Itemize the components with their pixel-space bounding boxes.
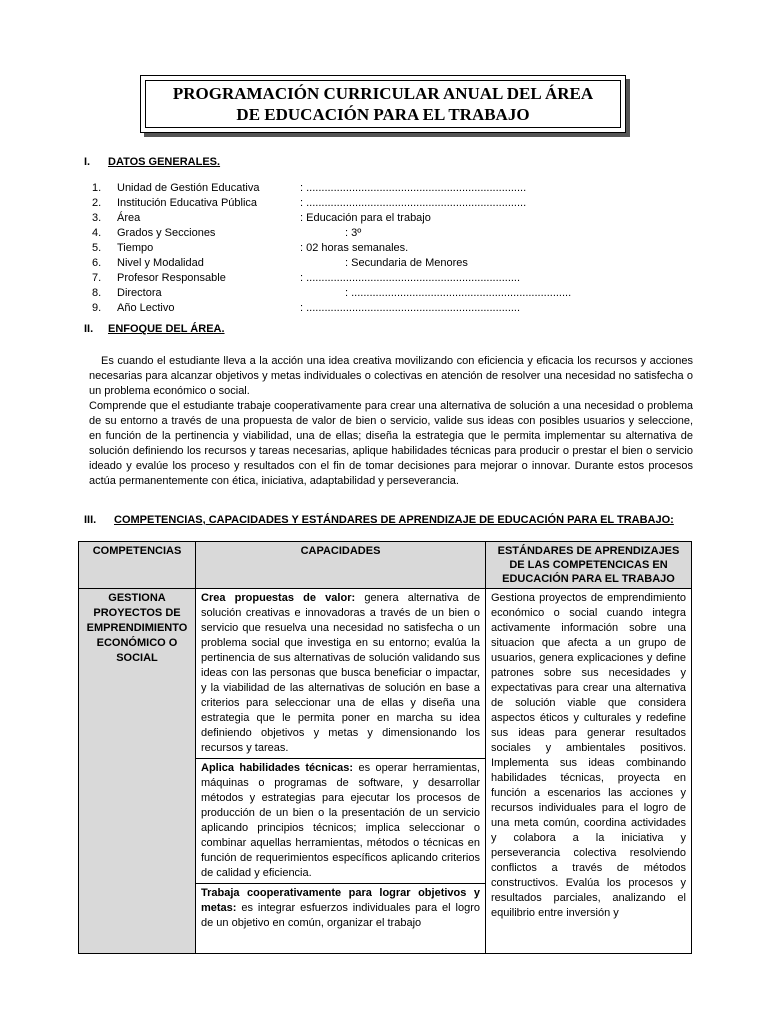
item-label: Área [117,212,141,224]
section-title: COMPETENCIAS, CAPACIDADES Y ESTÁNDARES DE APRENDIZAJE DE EDUCACIÓN PARA EL TRABAJO: [114,514,674,526]
item-number: 9. [92,302,102,314]
estandar-cell [486,589,692,954]
capacidad-name: Trabaja cooperativamente para lograr objetivos y metas: [201,887,480,914]
item-number: 7. [92,272,102,284]
capacidades-cell [196,589,486,954]
item-value: : ...................................................................... [300,302,521,314]
competencia-cell: GESTIONA PROYECTOS DE EMPRENDIMIENTO ECONÓMICO O SOCIAL [79,589,196,954]
section-number: II. [84,323,94,335]
capacidades-clip [196,589,485,953]
item-label: Grados y Secciones [117,227,216,239]
section-number: III. [84,514,97,526]
capacidad-text: es operar herramientas, máquinas o programas de software, y desarrollar métodos y estrategias para ejecutar los procesos de producción de un bien o la presentación de un servicio aplicando principios técnicos; implica seleccionar o combinar aquellas herramientas, métodos o técnicas en función de requerimientos específicos aplicando criterios de calidad y eficiencia. [201,762,480,879]
item-number: 5. [92,242,102,254]
section-heading-competencias [84,514,674,526]
column-header-estandares: ESTÁNDARES DE APRENDIZAJES DE LAS COMPETENCICAS EN EDUCACIÓN PARA EL TRABAJO [486,542,692,589]
document-title-line-2: DE EDUCACIÓN PARA EL TRABAJO [236,105,530,124]
item-label: Tiempo [117,242,154,254]
table-row [79,589,692,954]
section-number: I. [84,156,91,168]
title-frame [145,80,621,128]
item-label: Unidad de Gestión Educativa [117,182,260,194]
item-label: Directora [117,287,162,299]
item-value: : Educación para el trabajo [300,212,431,224]
section-heading-datos-generales [84,156,220,168]
capacidad-item [196,759,485,884]
enfoque-text [89,354,693,489]
title-box [140,75,626,133]
item-number: 3. [92,212,102,224]
item-label: Nivel y Modalidad [117,257,204,269]
item-value: : ........................................................................ [345,287,572,299]
enfoque-paragraph-2: Comprende que el estudiante trabaje cooperativamente para crear una alternativa de solución a una necesidad o problema de su entorno a través de una propuesta de valor de bien o servicio, valide sus ideas con posibles usuarios y seleccione, en función de la pertinencia y viabilidad, una de ellas; diseña la estrategia que le permita implementar su alternativa de solución definiendo los recursos y tareas necesarias, aplique habilidades técnicas para producir o prestar el bien o servicio ideado y evalúe los proceso y resultados con el fin de tomar decisiones para mejorar o innovar. Durante estos procesos actúa permanentemente con ética, iniciativa, adaptabilidad y perseverancia. [89,400,693,487]
capacidad-name: Crea propuestas de valor: [201,592,356,604]
item-number: 1. [92,182,102,194]
estandar-clip [491,591,686,951]
capacidad-name: Aplica habilidades técnicas: [201,762,354,774]
section-title: ENFOQUE DEL ÁREA. [108,323,225,335]
item-label: Profesor Responsable [117,272,226,284]
item-label: Institución Educativa Pública [117,197,258,209]
capacidad-text: genera alternativa de solución creativas e innovadoras a través de un bien o servicio que resuelva una necesidad no satisfecha o un problema social que investiga en su entorno; evalúa la pertinencia de sus alternativas de solución validando sus ideas con las personas que busca beneficiar o impactar, y la viabilidad de las alternativas de solución en base a criterios para seleccionar una de ellas y diseña una estrategia que le permita poner en marcha su idea definiendo objetivos y metas y dimensionando los recursos y tareas. [201,592,480,754]
item-value: : ........................................................................ [300,197,527,209]
item-number: 4. [92,227,102,239]
document-title-line-1: PROGRAMACIÓN CURRICULAR ANUAL DEL ÁREA [172,84,594,103]
item-number: 8. [92,287,102,299]
enfoque-paragraph-1: Es cuando el estudiante lleva a la acción una idea creativa movilizando con eficiencia y eficacia los recursos y acciones necesarias para alcanzar objetivos y metas individuales o colectivas en atención de resolver una necesidad no satisfecha o un problema económico o social. [89,355,693,397]
estandar-text: Gestiona proyectos de emprendimiento económico o social cuando integra activamente información sobre una situacion que afecta a un grupo de usuarios, genera explicaciones y define patrones sobre sus necesidades y expectativas para crear una alternativa de solución viable que considera aspectos éticos y culturales y redefine sus ideas para generar resultados sociales y ambientales positivos. Implementa sus ideas combinando habilidades técnicas, proyecta en función a escenarios las acciones y recursos individuales para el logro de una meta común, coordina actividades y colabora a la iniciativa y perseverancia colectiva resolviendo conflictos a través de métodos constructivos. Evalúa los procesos y resultados parciales, analizando el equilibrio entre inversión y [491,592,686,919]
competencias-table [78,541,692,954]
item-value: : Secundaria de Menores [345,257,468,269]
capacidad-text: es integrar esfuerzos individuales para el logro de un objetivo en común, organizar el trabajo [201,902,480,929]
item-value: : ...................................................................... [300,272,521,284]
section-title: DATOS GENERALES. [108,156,221,168]
column-header-capacidades: CAPACIDADES [196,542,486,589]
section-heading-enfoque [84,323,225,335]
item-number: 2. [92,197,102,209]
table-header-row [79,542,692,589]
capacidad-item [196,884,485,933]
capacidad-item [196,589,485,759]
item-number: 6. [92,257,102,269]
item-value: : 3º [345,227,362,239]
item-value: : 02 horas semanales. [300,242,409,254]
item-label: Año Lectivo [117,302,175,314]
column-header-competencias: COMPETENCIAS [79,542,196,589]
item-value: : ........................................................................ [300,182,527,194]
